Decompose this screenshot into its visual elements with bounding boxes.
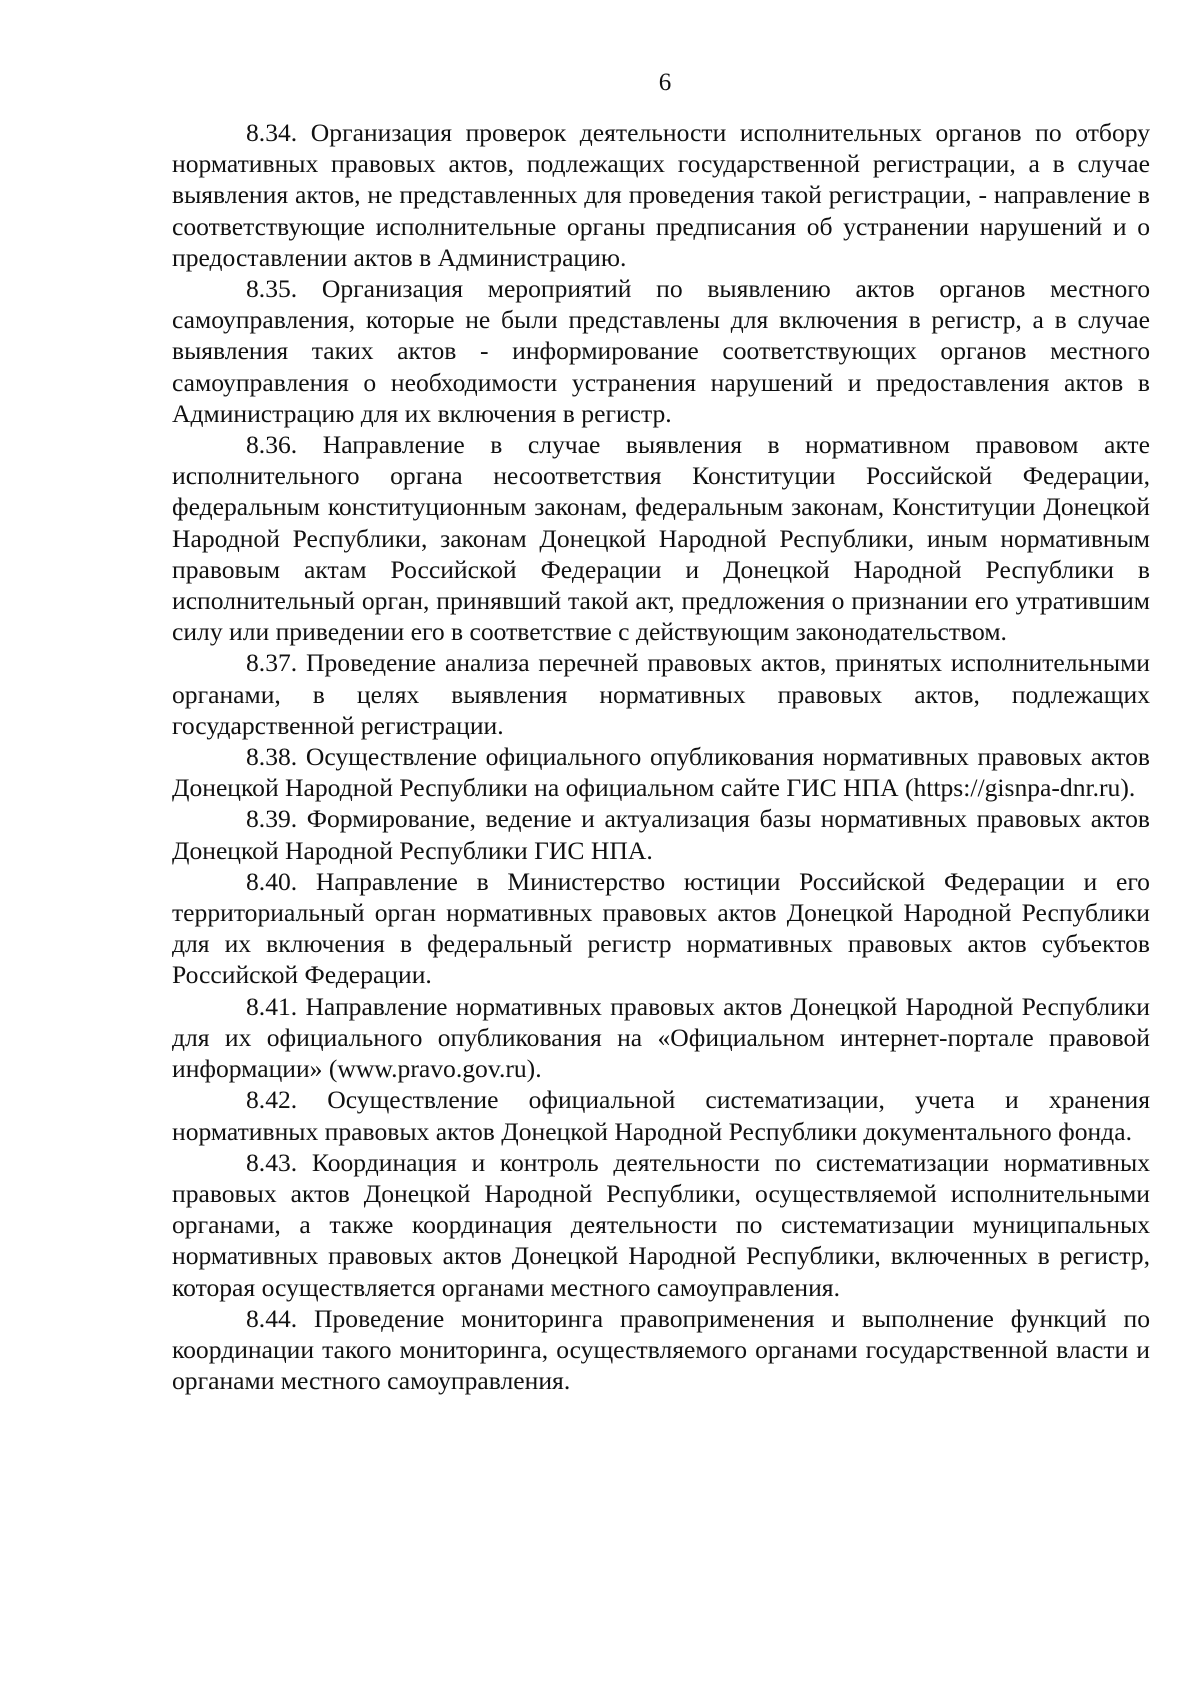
paragraph-number: 8.37. xyxy=(246,648,298,678)
paragraph-text: Направление в Министерство юстиции Российской Федерации и его территориальный орган нормативных правовых актов Донецкой Народной Республики для их включения в федеральный регистр нормативных правовых актов субъектов Российской Федерации. xyxy=(172,866,1150,990)
paragraph-text: Формирование, ведение и актуализация базы нормативных правовых актов Донецкой Народной Республики ГИС НПА. xyxy=(172,804,1150,865)
paragraph-text: Организация мероприятий по выявлению актов органов местного самоуправления, которые не были представлены для включения в регистр, а в случае выявления таких актов - информирование соответствующих органов местного самоуправления о необходимости устранения нарушений и предоставления актов в Администрацию для их включения в регистр. xyxy=(172,274,1150,428)
paragraph-8-38 xyxy=(172,741,1150,803)
page-number: 6 xyxy=(658,69,672,96)
paragraph-text: Направление в случае выявления в нормативном правовом акте исполнительного органа несоответствия Конституции Российской Федерации, федеральным конституционным законам, федеральным законам, Конституции Донецкой Народной Республики, законам Донецкой Народной Республики, иным нормативным правовым актам Российской Федерации и Донецкой Народной Республики в исполнительный орган, принявший такой акт, предложения о признании его утратившим силу или приведении его в соответствие с действующим законодательством. xyxy=(172,430,1150,647)
paragraph-text: Проведение анализа перечней правовых актов, принятых исполнительными органами, в целях выявления нормативных правовых актов, подлежащих государственной регистрации. xyxy=(172,648,1150,740)
paragraph-text: Проведение мониторинга правоприменения и выполнение функций по координации такого мониторинга, осуществляемого органами государственной власти и органами местного самоуправления. xyxy=(172,1303,1150,1396)
paragraph-text: Осуществление официальной систематизации, учета и хранения нормативных правовых актов Донецкой Народной Республики документального фонда. xyxy=(172,1085,1150,1146)
paragraph-number: 8.38. xyxy=(246,742,298,772)
paragraph-8-37 xyxy=(172,647,1150,741)
paragraph-number: 8.42. xyxy=(246,1085,298,1115)
paragraph-number: 8.39. xyxy=(246,804,298,834)
paragraph-text: Направление нормативных правовых актов Донецкой Народной Республики для их официального опубликования на «Официальном интернет-портале правовой информации» (www.pravo.gov.ru). xyxy=(172,991,1151,1084)
paragraph-8-35 xyxy=(172,273,1150,429)
paragraph-8-44 xyxy=(172,1303,1150,1397)
paragraph-text: Координация и контроль деятельности по систематизации нормативных правовых актов Донецкой Народной Республики, осуществляемой исполнительными органами, а также координация деятельности по систематизации муниципальных нормативных правовых актов Донецкой Народной Республики, включенных в регистр, которая осуществляется органами местного самоуправления. xyxy=(172,1147,1150,1302)
paragraph-number: 8.44. xyxy=(246,1303,298,1333)
paragraph-number: 8.36. xyxy=(246,430,298,460)
paragraph-number: 8.43. xyxy=(246,1147,298,1177)
paragraph-text: Осуществление официального опубликования нормативных правовых актов Донецкой Народной Республики на официальном сайте ГИС НПА (https://gisnpa-dnr.ru). xyxy=(172,742,1151,803)
paragraph-8-39 xyxy=(172,803,1150,865)
paragraph-8-41 xyxy=(172,991,1150,1085)
paragraph-number: 8.41. xyxy=(246,991,298,1021)
paragraph-8-42 xyxy=(172,1084,1150,1146)
document-body xyxy=(172,117,1150,1396)
paragraph-number: 8.40. xyxy=(246,866,298,896)
paragraph-8-34 xyxy=(172,117,1150,273)
paragraph-text: Организация проверок деятельности исполнительных органов по отбору нормативных правовых актов, подлежащих государственной регистрации, а в случае выявления актов, не представленных для проведения такой регистрации, - направление в соответствующие исполнительные органы предписания об устранении нарушений и о предоставлении актов в Администрацию. xyxy=(172,118,1150,272)
paragraph-8-36 xyxy=(172,429,1150,647)
paragraph-8-40 xyxy=(172,866,1150,991)
paragraph-8-43 xyxy=(172,1147,1150,1303)
paragraph-number: 8.35. xyxy=(246,274,298,304)
paragraph-number: 8.34. xyxy=(246,118,298,147)
